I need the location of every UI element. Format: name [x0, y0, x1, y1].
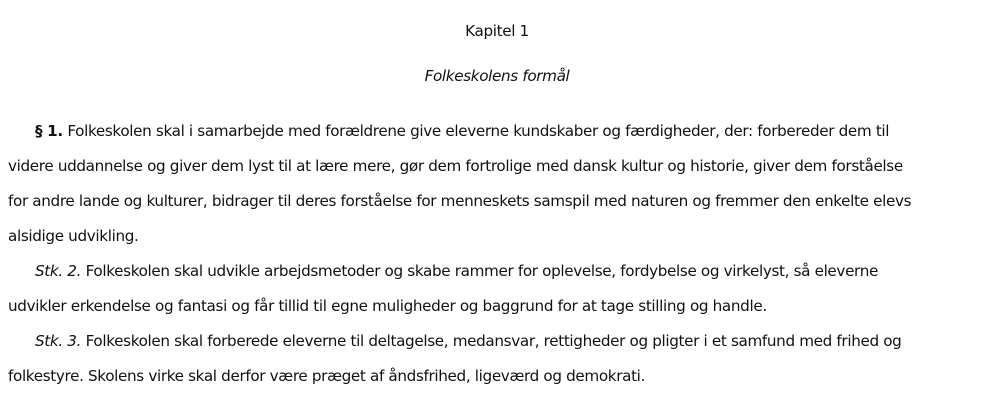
paragraph-stk-3 — [8, 331, 992, 401]
text-line: for andre lande og kulturer, bidrager til deres forståelse for menneskets samspil med naturen og fremmer den enkelte elevs — [8, 192, 912, 210]
document-body — [8, 121, 992, 401]
text-line: videre uddannelse og giver dem lyst til at lære mere, gør dem fortrolige med dansk kultur og historie, giver dem forståelse — [8, 157, 903, 175]
paragraph-stk-2 — [8, 261, 992, 331]
text-line: udvikler erkendelse og fantasi og får tillid til egne muligheder og baggrund for at tage stilling og handle. — [8, 297, 767, 315]
chapter-number: Kapitel 1 — [465, 22, 529, 40]
text-line: § 1. Folkeskolen skal i samarbejde med forældrene give eleverne kundskaber og færdigheder, der: forbereder dem til — [35, 122, 890, 140]
text-line: Stk. 3. Folkeskolen skal forberede eleverne til deltagelse, medansvar, rettigheder og pligter i et samfund med frihed og — [35, 332, 902, 350]
stk-label: Stk. 2. — [35, 262, 82, 280]
text-line: alsidige udvikling. — [8, 227, 139, 245]
paragraph-section-1 — [8, 121, 992, 261]
section-mark: § 1. — [35, 122, 63, 140]
chapter-title: Folkeskolens formål — [424, 67, 570, 85]
text-line: Stk. 2. Folkeskolen skal udvikle arbejdsmetoder og skabe rammer for oplevelse, fordybelse og virkelyst, så eleverne — [35, 262, 878, 280]
text-line: folkestyre. Skolens virke skal derfor være præget af åndsfrihed, ligeværd og demokrati. — [8, 367, 646, 385]
stk-label: Stk. 3. — [35, 332, 82, 350]
